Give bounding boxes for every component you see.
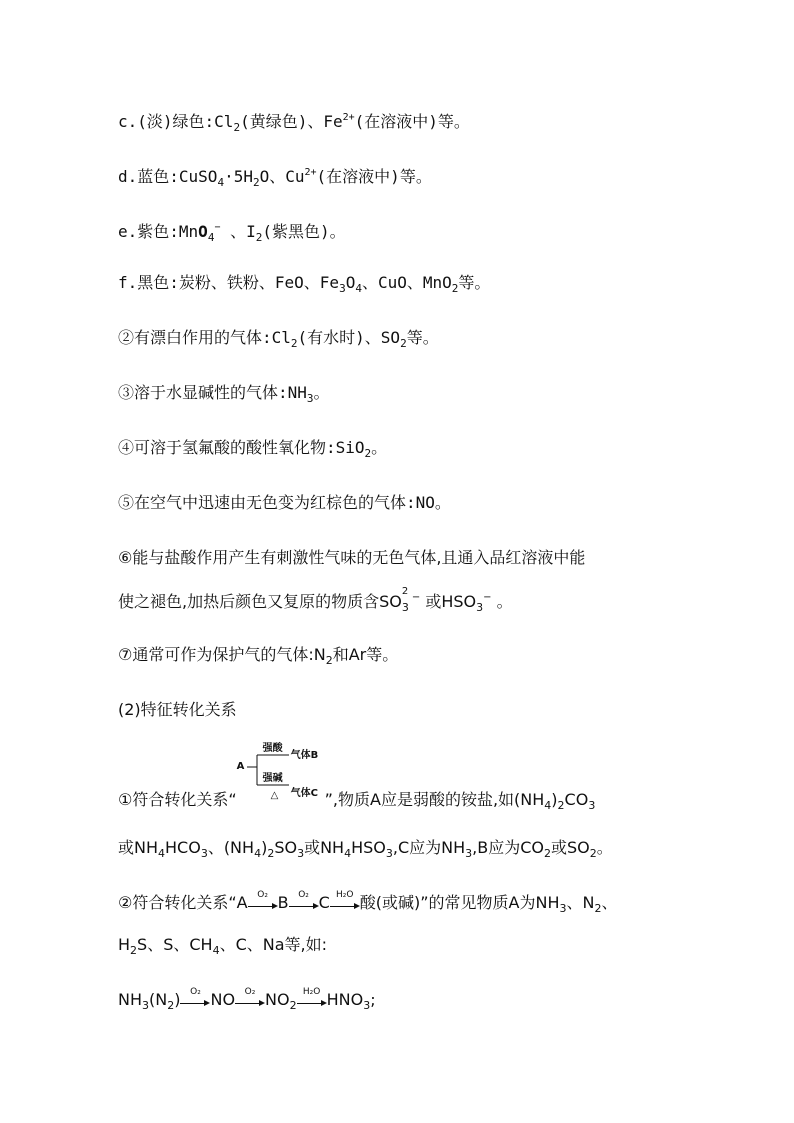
relation-1-line-1: ①符合转化关系“ A 强酸 气体B 强碱 △ 气体C ”,物质A应是弱酸的铵盐,如$(NH_4)_2CO_3$: [118, 790, 595, 816]
arrow-o2-2: O₂: [289, 896, 319, 912]
line-e-purple: e.紫色:MnO$_4$− 、$I_2$(紫黑色)。: [118, 222, 346, 244]
line-c-green: c.(淡)绿色$:Cl_2$(黄绿色)、$Fe^{2+}$(在溶液中)等。: [118, 112, 470, 134]
section-2-heading: (2)特征转化关系: [118, 700, 237, 719]
diagram-gas-c: 气体C: [290, 788, 318, 799]
arrow-h2o: H₂O: [330, 896, 360, 912]
item-5-no-gas: ⑤在空气中迅速由无色变为红棕色的气体:NO。: [118, 493, 451, 512]
relation-1-line-2: 或$NH_4HCO_3$、$(NH_4)_2SO_3$或$NH_4HSO_3,C$应为$NH_3,B$应为$CO_2$或$SO_2$。: [118, 838, 613, 860]
item-2-bleaching-gas: ②有漂白作用的气体$:Cl_2$(有水时)、$SO_2$等。: [118, 328, 439, 350]
diagram-a: A: [236, 761, 245, 772]
relation-2-line-2: $H_2S$、S、$CH_4$、C、Na等,如:: [118, 935, 327, 957]
line-f-black: f.黑色:炭粉、铁粉、FeO、$Fe_3O_4$、CuO、MnO$_2$等。: [118, 273, 491, 295]
diagram-gas-b: 气体B: [290, 750, 319, 761]
line-d-blue: d.蓝色$:CuSO_4\cdot 5H_2O$、$Cu^{2+}$(在溶液中)等。: [118, 167, 432, 189]
conversion-diagram: [236, 743, 325, 811]
arrow-o2-1: O₂: [248, 896, 278, 912]
item-6-line-1: ⑥能与盐酸作用产生有刺激性气味的无色气体,且通入品红溶液中能: [118, 548, 586, 567]
item-4-acid-oxide: ④可溶于氢氟酸的酸性氧化物:SiO$_2$。: [118, 438, 388, 460]
example-nitrogen-chain: $NH_3(N_2)$ O₂ NO O₂ $NO_2$ H₂O $HNO_3$;: [118, 986, 376, 1012]
arrow-h2o-b: H₂O: [297, 993, 327, 1009]
item-7-protective-gas: ⑦通常可作为保护气的气体$:N_2$和Ar等。: [118, 645, 399, 667]
diagram-delta: △: [270, 790, 279, 801]
diagram-strong-base: 强碱: [262, 773, 283, 784]
arrow-o2-b: O₂: [235, 993, 265, 1009]
diagram-strong-acid: 强酸: [262, 743, 283, 754]
item-6-line-2: 使之褪色,加热后颜色又复原的物质含SO 2 3 − 或$HSO_3^-$ 。: [118, 586, 513, 614]
arrow-o2-a: O₂: [180, 993, 210, 1009]
relation-2-line-1: ②符合转化关系“A O₂ B O₂ C H₂O 酸(或碱)”的常见物质A为$NH_3$、$N_2$、: [118, 889, 618, 915]
item-3-basic-gas: ③溶于水显碱性的气体$:NH_3$。: [118, 383, 330, 405]
